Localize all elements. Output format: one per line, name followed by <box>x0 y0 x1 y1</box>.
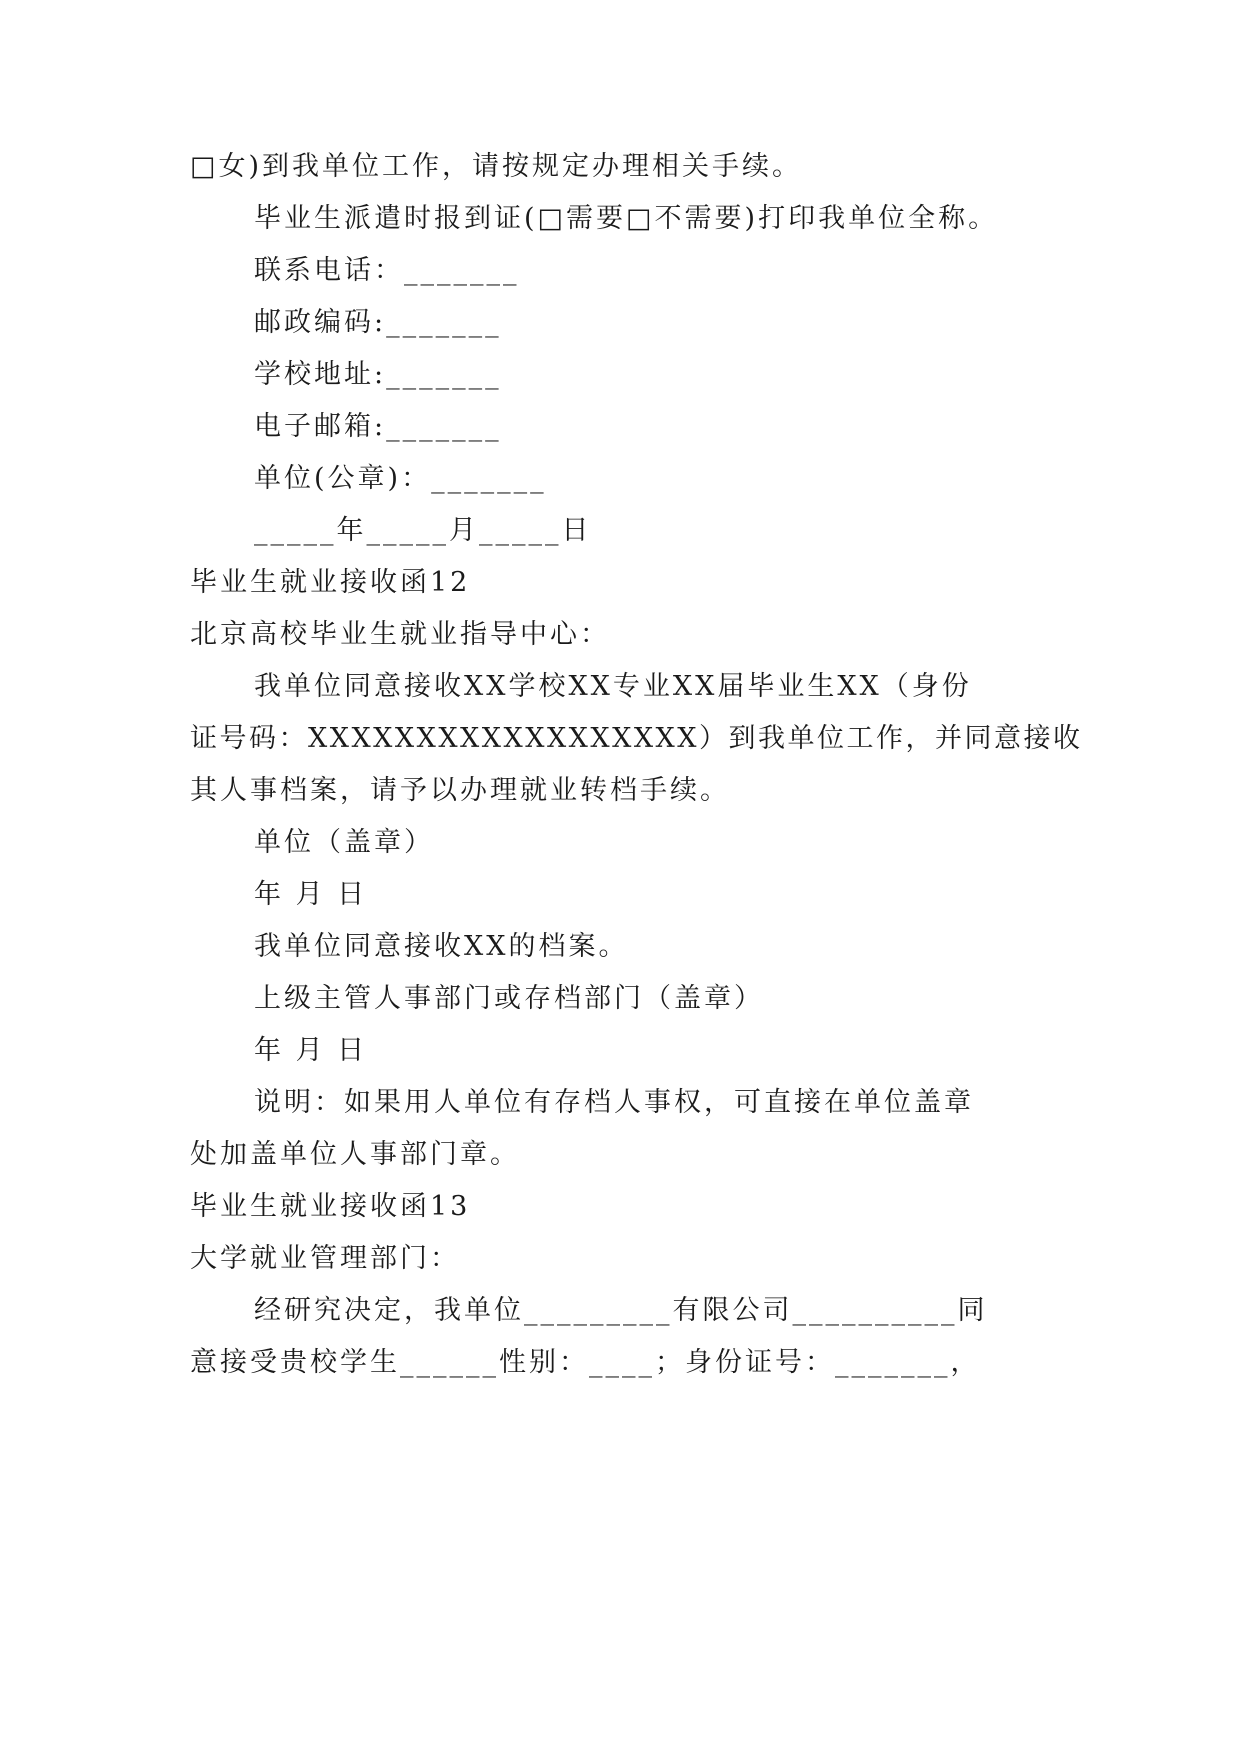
text-line: 意接受贵校学生______性别：____；身份证号：_______， <box>190 1347 981 1378</box>
text-line: 其人事档案，请予以办理就业转档手续。 <box>190 775 730 806</box>
section-heading: 毕业生就业接收函13 <box>190 1191 471 1222</box>
text-line: 联系电话：_______ <box>254 255 520 286</box>
text-line: _____年_____月_____日 <box>254 515 592 546</box>
text-line: 经研究决定，我单位_________有限公司__________同 <box>254 1295 988 1326</box>
text-line: 上级主管人事部门或存档部门（盖章） <box>254 983 764 1014</box>
text-line: □女)到我单位工作，请按规定办理相关手续。 <box>190 151 803 182</box>
text-line: 年 月 日 <box>254 879 368 910</box>
text-line: 处加盖单位人事部门章。 <box>190 1139 520 1170</box>
text-line: 北京高校毕业生就业指导中心： <box>190 619 610 650</box>
text-line: 电子邮箱:_______ <box>254 411 502 442</box>
text-line: 我单位同意接收XX学校XX专业XX届毕业生XX（身份 <box>254 671 972 702</box>
text-line: 我单位同意接收XX的档案。 <box>254 931 629 962</box>
section-heading: 毕业生就业接收函12 <box>190 567 471 598</box>
document-page <box>190 0 1090 1754</box>
text-line: 大学就业管理部门： <box>190 1243 460 1274</box>
text-line: 说明：如果用人单位有存档人事权，可直接在单位盖章 <box>254 1087 974 1118</box>
text-line: 学校地址:_______ <box>254 359 502 390</box>
text-line: 证号码：XXXXXXXXXXXXXXXXXX）到我单位工作，并同意接收 <box>190 723 1083 754</box>
text-line: 毕业生派遣时报到证(□需要□不需要)打印我单位全称。 <box>254 203 999 234</box>
text-line: 单位(公章)：_______ <box>254 463 547 494</box>
text-line: 邮政编码:_______ <box>254 307 502 338</box>
text-line: 单位（盖章） <box>254 827 434 858</box>
text-line: 年 月 日 <box>254 1035 368 1066</box>
